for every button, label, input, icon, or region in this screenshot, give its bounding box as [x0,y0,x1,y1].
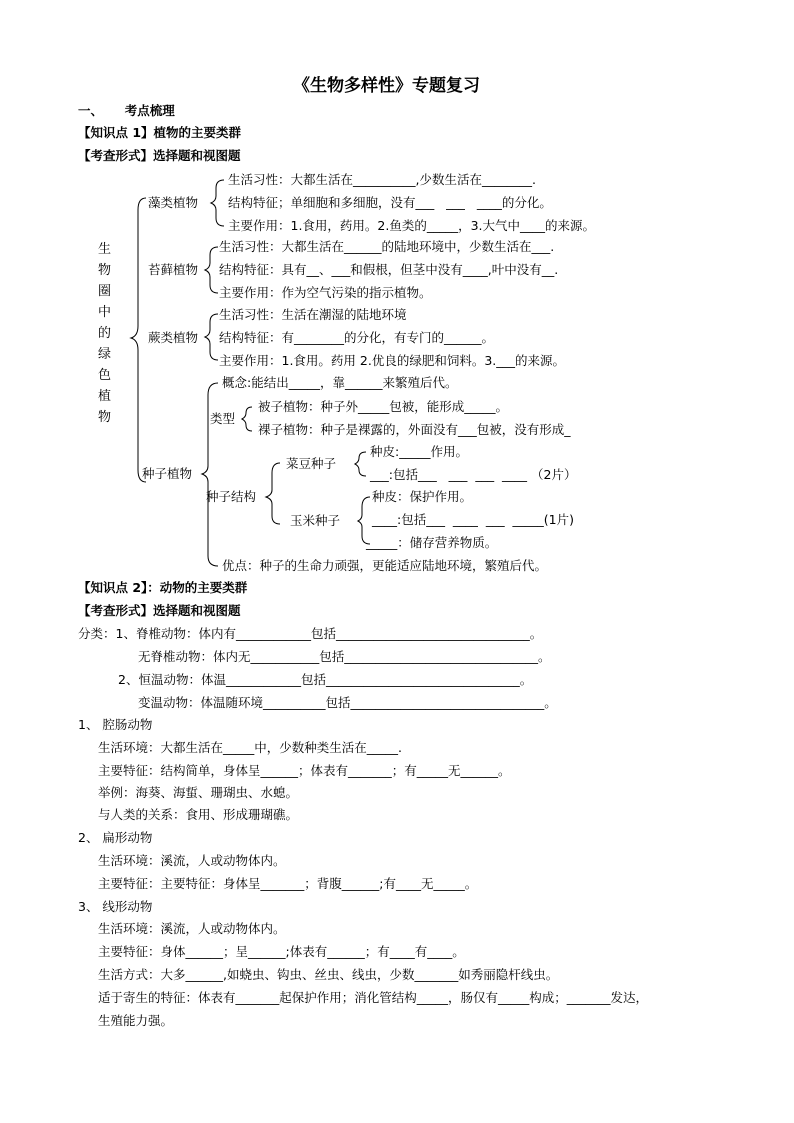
seed-type-label: 类型 [210,411,236,426]
root-char: 植 [98,389,112,404]
moss-label: 苔藓植物 [148,262,199,277]
corn-coat: 种皮：保护作用。 [372,489,473,504]
corn-seed-label: 玉米种子 [290,513,341,528]
list-item: 生活环境：大都生活在_____中，少数种类生活在_____. [98,740,402,755]
list-item: 主要特征：结构简单，身体呈______；体表有_______；有_____无______。 [98,763,511,778]
cnidaria-heading: 1、 腔肠动物 [78,717,153,732]
fern-structure: 结构特征：有________的分化，有专门的______。 [219,330,495,345]
exam-form-1: 【考查形式】选择题和视图题 [78,148,241,163]
seed-concept: 概念:能结出_____，靠______来繁殖后代。 [222,375,458,390]
list-item: 生活环境：溪流，人或动物体内。 [98,853,286,868]
corn-storage: _____：储存营养物质。 [366,535,498,550]
root-char: 物 [98,263,112,278]
root-char: 生 [98,242,112,257]
algae-use: 主要作用：1.食用，药用。2.鱼类的_____，3.大气中____的来源。 [228,218,596,233]
root-char: 物 [98,410,112,425]
corn-parts: ____:包括___ ____ ___ _____(1片) [372,512,575,527]
list-item: 适于寄生的特征：体表有_______起保护作用；消化管结构_____，肠仅有_____构成；_______发达， [98,990,649,1005]
seed-plant-label: 种子植物 [142,466,193,481]
bean-parts: ___:包括___ ___ ___ ____ （2片） [370,467,577,482]
seed-structure-label: 种子结构 [206,489,257,504]
classify-warm-blooded: 2、恒温动物：体温____________包括_______________________________。 [118,672,533,687]
moss-habit: 生活习性：大都生活在______的陆地环境中，少数生活在___. [219,239,555,254]
gymnosperm: 裸子植物：种子是裸露的，外面没有___包被，没有形成_ [258,422,571,437]
flatworm-heading: 2、 扁形动物 [78,830,153,845]
list-item: 生活方式：大多______,如蛲虫、钩虫、丝虫、线虫，少数_______如秀丽隐杆线虫。 [98,967,559,982]
list-item: 主要特征：身体______；呈______;体表有______；有____有____。 [98,944,465,959]
classify-cold-blooded: 变温动物：体温随环境__________包括_______________________________。 [138,695,557,710]
root-char: 圈 [98,284,112,299]
list-item: 生活环境：溪流，人或动物体内。 [98,921,286,936]
knowledge-point-1: 【知识点 1】植物的主要类群 [78,125,242,140]
classify-invertebrate: 无脊椎动物：体内无___________包括_______________________________。 [138,649,551,664]
list-item: 生殖能力强。 [98,1013,174,1028]
angiosperm: 被子植物：种子外_____包被，能形成_____。 [258,399,509,414]
classify-vertebrate: 分类：1、脊椎动物：体内有____________包括_______________________________。 [78,626,543,641]
fern-use: 主要作用：1.食用。药用 2.优良的绿肥和饲料。3.___的来源。 [219,353,566,368]
bean-coat: 种皮:_____作用。 [370,444,468,459]
moss-structure: 结构特征：具有__、___和假根，但茎中没有____,叶中没有__. [219,262,559,277]
root-char: 的 [98,326,112,341]
list-item: 与人类的关系：食用、形成珊瑚礁。 [98,807,299,822]
root-char: 色 [98,368,112,383]
knowledge-point-2: 【知识点 2】：动物的主要类群 [78,580,248,595]
seed-advantage: 优点：种子的生命力顽强，更能适应陆地环境，繁殖后代。 [222,558,548,573]
list-item: 主要特征：主要特征：身体呈_______；背腹______;有____无_____。 [98,876,478,891]
moss-use: 主要作用：作为空气污染的指示植物。 [219,285,432,300]
exam-form-2: 【考查形式】选择题和视图题 [78,603,241,618]
fern-label: 蕨类植物 [148,330,199,345]
fern-habit: 生活习性：生活在潮湿的陆地环境 [219,307,407,322]
bean-seed-label: 菜豆种子 [286,456,337,471]
roundworm-heading: 3、 线形动物 [78,899,153,914]
list-item: 举例：海葵、海蜇、珊瑚虫、水螅。 [98,785,299,800]
algae-structure: 结构特征；单细胞和多细胞，没有___ ___ ____的分化。 [228,195,552,210]
section-heading: 一、 考点梳理 [78,103,175,118]
page-title: 《生物多样性》专题复习 [293,76,480,96]
root-char: 绿 [98,347,112,362]
root-char: 中 [98,305,112,320]
algae-label: 藻类植物 [148,195,199,210]
algae-habit: 生活习性：大都生活在__________,少数生活在________. [228,172,536,187]
